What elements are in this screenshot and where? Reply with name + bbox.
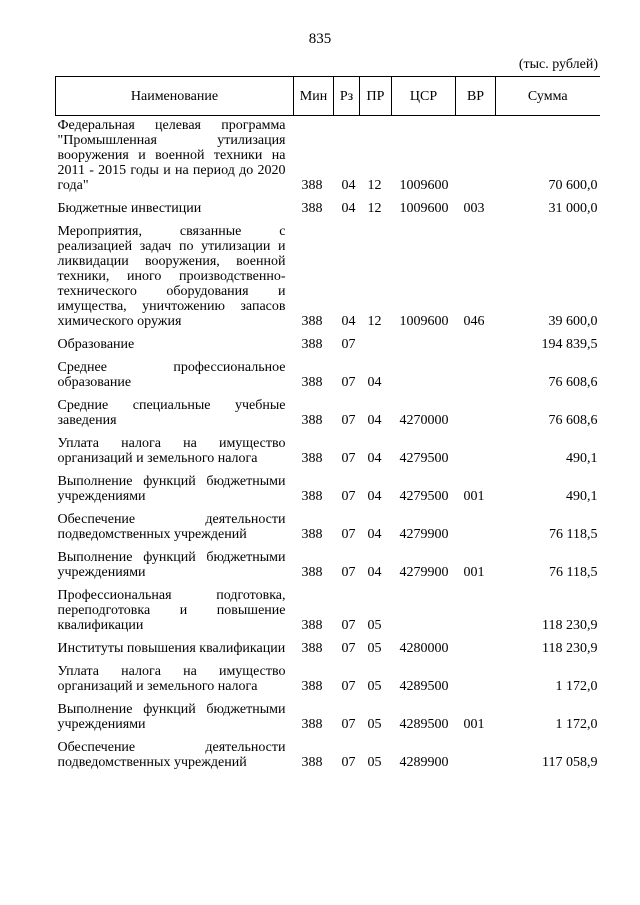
cell-pr: 04 xyxy=(367,489,382,504)
cell-min: 388 xyxy=(301,489,323,504)
table-row xyxy=(56,732,600,770)
cell-vr xyxy=(456,504,496,542)
cell-name: Уплата налога на имущество организаций и земельного налога xyxy=(57,664,286,694)
cell-vr: 046 xyxy=(463,314,485,329)
cell-csr: 1009600 xyxy=(399,201,449,216)
table-row xyxy=(56,329,600,352)
cell-csr xyxy=(392,352,456,390)
header-name: Наименование xyxy=(56,77,294,116)
cell-name: Образование xyxy=(57,337,135,352)
cell-rz: 07 xyxy=(341,489,356,504)
cell-min: 388 xyxy=(301,178,323,193)
cell-pr: 12 xyxy=(367,314,382,329)
cell-min: 388 xyxy=(301,451,323,466)
cell-sum: 39 600,0 xyxy=(548,314,598,329)
cell-vr: 001 xyxy=(463,565,485,580)
cell-pr: 12 xyxy=(367,178,382,193)
table-row xyxy=(56,504,600,542)
table-header-row xyxy=(56,77,600,116)
cell-name: Обеспечение деятельности подведомственных учреждений xyxy=(57,512,286,542)
cell-min: 388 xyxy=(301,755,323,770)
cell-sum: 1 172,0 xyxy=(555,679,598,694)
table-row xyxy=(56,352,600,390)
cell-min: 388 xyxy=(301,717,323,732)
cell-min: 388 xyxy=(301,375,323,390)
cell-pr: 04 xyxy=(367,527,382,542)
cell-min: 388 xyxy=(301,201,323,216)
cell-pr xyxy=(360,329,392,352)
cell-name: Бюджетные инвестиции xyxy=(57,201,202,216)
cell-sum: 31 000,0 xyxy=(548,201,598,216)
cell-name: Среднее профессиональное образование xyxy=(57,360,286,390)
cell-name: Выполнение функций бюджетными учреждениями xyxy=(57,550,286,580)
cell-rz: 04 xyxy=(341,314,356,329)
table-row xyxy=(56,694,600,732)
table-row xyxy=(56,542,600,580)
cell-vr xyxy=(456,428,496,466)
page-number: 835 xyxy=(308,31,332,47)
cell-sum: 1 172,0 xyxy=(555,717,598,732)
cell-pr: 04 xyxy=(367,565,382,580)
cell-csr: 4289500 xyxy=(399,679,449,694)
cell-pr: 05 xyxy=(367,679,382,694)
cell-sum: 118 230,9 xyxy=(542,641,598,656)
cell-name: Уплата налога на имущество организаций и земельного налога xyxy=(57,436,286,466)
cell-rz: 04 xyxy=(341,201,356,216)
header-rz: Рз xyxy=(334,77,360,116)
budget-table xyxy=(55,76,600,770)
cell-rz: 07 xyxy=(341,618,356,633)
cell-csr: 4279900 xyxy=(399,527,449,542)
cell-vr xyxy=(456,633,496,656)
table-row xyxy=(56,193,600,216)
cell-sum: 118 230,9 xyxy=(542,618,598,633)
cell-csr: 4270000 xyxy=(399,413,449,428)
cell-rz: 07 xyxy=(341,755,356,770)
cell-min: 388 xyxy=(301,314,323,329)
cell-sum: 70 600,0 xyxy=(548,178,598,193)
cell-rz: 07 xyxy=(341,565,356,580)
table-row xyxy=(56,390,600,428)
cell-min: 388 xyxy=(301,641,323,656)
cell-rz: 07 xyxy=(341,679,356,694)
cell-vr xyxy=(456,329,496,352)
cell-name: Федеральная целевая программа "Промышленная утилизация вооружения и военной техники на 2011 - 2015 годы и на период до 2020 года" xyxy=(57,118,286,193)
cell-name: Средние специальные учебные заведения xyxy=(57,398,286,428)
cell-rz: 07 xyxy=(341,413,356,428)
cell-vr xyxy=(456,390,496,428)
cell-name: Выполнение функций бюджетными учреждениями xyxy=(57,702,286,732)
cell-sum: 76 608,6 xyxy=(548,413,598,428)
cell-rz: 04 xyxy=(341,178,356,193)
cell-csr: 4280000 xyxy=(399,641,449,656)
cell-name: Профессиональная подготовка, переподготовка и повышение квалификации xyxy=(57,588,286,633)
header-min: Мин xyxy=(294,77,334,116)
cell-csr: 4279900 xyxy=(399,565,449,580)
cell-pr: 05 xyxy=(367,717,382,732)
cell-vr xyxy=(456,732,496,770)
cell-sum: 76 118,5 xyxy=(549,565,598,580)
cell-vr: 001 xyxy=(463,489,485,504)
units-label: (тыс. рублей) xyxy=(518,57,598,72)
cell-sum: 194 839,5 xyxy=(541,337,598,352)
table-row xyxy=(56,216,600,329)
cell-rz: 07 xyxy=(341,641,356,656)
header-csr: ЦСР xyxy=(392,77,456,116)
table-row xyxy=(56,428,600,466)
cell-name: Выполнение функций бюджетными учреждениями xyxy=(57,474,286,504)
cell-csr: 4289500 xyxy=(399,717,449,732)
header-sum: Сумма xyxy=(496,77,600,116)
cell-csr xyxy=(392,329,456,352)
cell-vr xyxy=(456,116,496,194)
table-row xyxy=(56,466,600,504)
table-row xyxy=(56,656,600,694)
cell-pr: 04 xyxy=(367,375,382,390)
cell-name: Мероприятия, связанные с реализацией задач по утилизации и ликвидации вооружения, военной техники, иного производственно-технического оборудования и имущества, уничтожению запасов химического оружия xyxy=(57,224,286,329)
cell-vr xyxy=(456,352,496,390)
cell-pr: 05 xyxy=(367,618,382,633)
cell-min: 388 xyxy=(301,618,323,633)
cell-rz: 07 xyxy=(341,451,356,466)
cell-name: Институты повышения квалификации xyxy=(57,641,286,656)
cell-pr: 04 xyxy=(367,451,382,466)
cell-min: 388 xyxy=(301,337,323,352)
header-pr: ПР xyxy=(360,77,392,116)
cell-min: 388 xyxy=(301,527,323,542)
cell-rz: 07 xyxy=(341,375,356,390)
cell-vr: 001 xyxy=(463,717,485,732)
cell-sum: 490,1 xyxy=(566,451,598,466)
cell-sum: 76 118,5 xyxy=(549,527,598,542)
cell-sum: 490,1 xyxy=(566,489,598,504)
cell-pr: 04 xyxy=(367,413,382,428)
cell-csr: 4279500 xyxy=(399,489,449,504)
cell-vr xyxy=(456,580,496,633)
cell-name: Обеспечение деятельности подведомственных учреждений xyxy=(57,740,286,770)
cell-min: 388 xyxy=(301,565,323,580)
table-row xyxy=(56,116,600,194)
cell-pr: 05 xyxy=(367,641,382,656)
cell-min: 388 xyxy=(301,413,323,428)
cell-rz: 07 xyxy=(341,717,356,732)
cell-csr: 4279500 xyxy=(399,451,449,466)
cell-rz: 07 xyxy=(341,527,356,542)
cell-min: 388 xyxy=(301,679,323,694)
cell-pr: 12 xyxy=(367,201,382,216)
cell-sum: 76 608,6 xyxy=(548,375,598,390)
table-row xyxy=(56,633,600,656)
table-row xyxy=(56,580,600,633)
header-vr: ВР xyxy=(456,77,496,116)
cell-csr: 1009600 xyxy=(399,178,449,193)
cell-vr: 003 xyxy=(463,201,485,216)
cell-csr xyxy=(392,580,456,633)
cell-rz: 07 xyxy=(341,337,356,352)
cell-pr: 05 xyxy=(367,755,382,770)
cell-sum: 117 058,9 xyxy=(542,755,598,770)
cell-csr: 1009600 xyxy=(399,314,449,329)
cell-vr xyxy=(456,656,496,694)
cell-csr: 4289900 xyxy=(399,755,449,770)
